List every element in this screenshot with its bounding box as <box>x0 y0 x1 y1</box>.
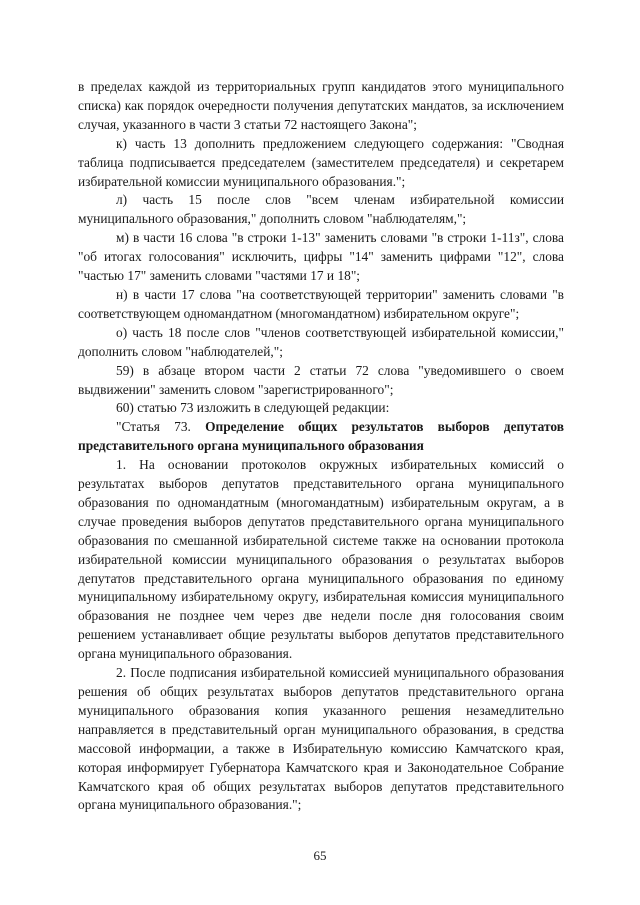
article-73-part-1: 1. На основании протоколов окружных избирательных комиссий о результатах выборов депутатов представительного органа муниципального образования по одномандатным (многомандатным) избирательным округам, а в случае проведения выборов депутатов представительного органа муниципального образования по смешанной избирательной системе также на основании протокола избирательной комиссии муниципального образования о результатах выборов депутатов представительного органа муниципального образования по единому муниципальному избирательному округу, избирательная комиссия муниципального образования не позднее чем через две недели после дня голосования своим решением устанавливает общие результаты выборов депутатов представительного органа муниципального образования. <box>78 457 564 662</box>
article-73-title: Определение общих результатов выборов депутатов представительного органа муниципального образования <box>78 419 565 454</box>
paragraph-59: 59) в абзаце втором части 2 статьи 72 слова "уведомившего о своем выдвижении" заменить словом "зарегистрированного"; <box>78 362 564 397</box>
paragraph-l: л) часть 15 после слов "всем членам избирательной комиссии муниципального образования," дополнить словом "наблюдателям,"; <box>78 192 564 227</box>
article-73-prefix: "Статья 73. <box>116 419 206 435</box>
article-73-heading <box>78 418 564 456</box>
paragraph-o: о) часть 18 после слов "членов соответствующей избирательной комиссии," дополнить словом "наблюдателей,"; <box>78 324 564 359</box>
document-body <box>78 78 564 815</box>
paragraph-n: н) в части 17 слова "на соответствующей территории" заменить словами "в соответствующем одномандатном (многомандатном) избирательном округе"; <box>78 286 564 321</box>
paragraph-m: м) в части 16 слова "в строки 1-13" заменить словами "в строки 1-11з", слова "об итогах голосования" исключить, цифры "14" заменить цифрами "12", слова "частью 17" заменить словами "частями 17 и 18"; <box>78 230 564 284</box>
page-number: 65 <box>313 848 327 863</box>
paragraph-k: к) часть 13 дополнить предложением следующего содержания: "Сводная таблица подписывается председателем (заместителем председателя) и секретарем избирательной комиссии муниципального образования."; <box>78 135 564 189</box>
paragraph-1: в пределах каждой из территориальных групп кандидатов этого муниципального списка) как порядок очередности получения депутатских мандатов, за исключением случая, указанного в части 3 статьи 72 настоящего Закона"; <box>78 79 564 132</box>
article-73-part-2: 2. После подписания избирательной комиссией муниципального образования решения об общих результатах выборов депутатов представительного органа муниципального образования копия указанного решения незамедлительно направляется в представительный орган муниципального образования, в средства массовой информации, а также в Избирательную комиссию Камчатского края, которая информирует Губернатора Камчатского края и Законодательное Собрание Камчатского края об общих результатах выборов депутатов представительного органа муниципального образования."; <box>78 665 564 813</box>
paragraph-60: 60) статью 73 изложить в следующей редакции: <box>116 400 390 416</box>
